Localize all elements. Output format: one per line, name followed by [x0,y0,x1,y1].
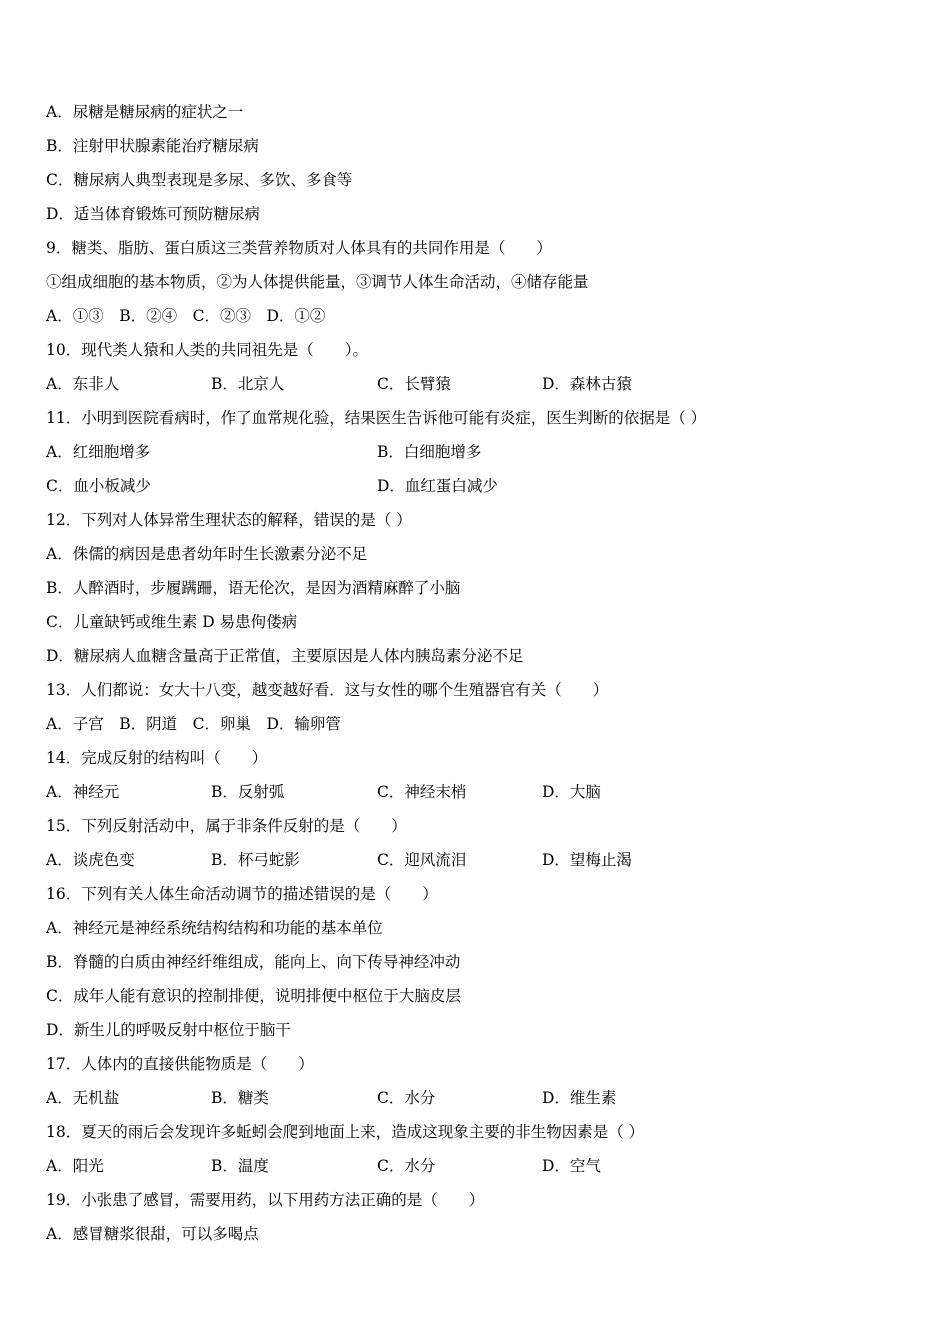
q14-option-a: A．神经元 [46,783,120,801]
q8-option-c: C．糖尿病人典型表现是多尿、多饮、多食等 [46,171,353,189]
q17-stem: 17．人体内的直接供能物质是（ ） [46,1055,314,1073]
q17-option-a: A．无机盐 [46,1089,120,1107]
q16-stem: 16．下列有关人体生命活动调节的描述错误的是（ ） [46,885,438,903]
q9-options: A．①③ B．②④ C．②③ D．①② [46,307,326,325]
q15-option-a: A．谈虎色变 [46,851,135,869]
q12-option-b: B．人醉酒时，步履蹒跚，语无伦次，是因为酒精麻醉了小脑 [46,579,461,597]
q15-option-b: B．杯弓蛇影 [211,851,300,869]
q12-option-a: A．侏儒的病因是患者幼年时生长激素分泌不足 [46,545,368,563]
q14-option-b: B．反射弧 [211,783,285,801]
q10-option-a: A．东非人 [46,375,120,393]
q15-stem: 15．下列反射活动中，属于非条件反射的是（ ） [46,817,407,835]
q14-option-c: C．神经末梢 [377,783,467,801]
q12-option-d: D．糖尿病人血糖含量高于正常值，主要原因是人体内胰岛素分泌不足 [46,647,524,665]
q11-option-d: D．血红蛋白减少 [377,477,498,495]
q10-option-d: D．森林古猿 [542,375,632,393]
q18-option-d: D．空气 [542,1157,601,1175]
q12-option-c: C．儿童缺钙或维生素 D 易患佝偻病 [46,613,298,631]
q15-option-d: D．望梅止渴 [542,851,632,869]
q11-option-b: B．白细胞增多 [377,443,482,461]
q11-option-a: A．红细胞增多 [46,443,151,461]
q11-option-c: C．血小板减少 [46,477,151,495]
q14-stem: 14．完成反射的结构叫（ ） [46,749,268,767]
q16-option-d: D．新生儿的呼吸反射中枢位于脑干 [46,1021,291,1039]
q16-option-c: C．成年人能有意识的控制排便，说明排便中枢位于大脑皮层 [46,987,461,1005]
q10-option-b: B．北京人 [211,375,285,393]
q8-option-a: A．尿糖是糖尿病的症状之一 [46,103,244,121]
q9-stem: 9．糖类、脂肪、蛋白质这三类营养物质对人体具有的共同作用是（ ） [46,239,552,257]
q8-option-b: B．注射甲状腺素能治疗糖尿病 [46,137,259,155]
q10-stem: 10．现代类人猿和人类的共同祖先是（ ）。 [46,341,368,359]
q16-option-a: A．神经元是神经系统结构结构和功能的基本单位 [46,919,383,937]
q18-stem: 18．夏天的雨后会发现许多蚯蚓会爬到地面上来，造成这现象主要的非生物因素是（ ） [46,1123,645,1141]
q17-option-b: B．糖类 [211,1089,269,1107]
q19-option-a: A．感冒糖浆很甜，可以多喝点 [46,1225,259,1243]
q18-option-c: C．水分 [377,1157,436,1175]
q15-option-c: C．迎风流泪 [377,851,467,869]
q19-stem: 19．小张患了感冒，需要用药，以下用药方法正确的是（ ） [46,1191,485,1209]
q8-option-d: D．适当体育锻炼可预防糖尿病 [46,205,260,223]
q10-option-c: C．长臂猿 [377,375,451,393]
q16-option-b: B．脊髓的白质由神经纤维组成，能向上、向下传导神经冲动 [46,953,461,971]
q13-options: A．子宫 B．阴道 C．卵巢 D．输卵管 [46,715,341,733]
q18-option-a: A．阳光 [46,1157,104,1175]
q14-option-d: D．大脑 [542,783,601,801]
q11-stem: 11．小明到医院看病时，作了血常规化验，结果医生告诉他可能有炎症，医生判断的依据是（ ） [46,409,707,427]
q12-stem: 12．下列对人体异常生理状态的解释，错误的是（ ） [46,511,412,529]
q17-option-d: D．维生素 [542,1089,617,1107]
q13-stem: 13．人们都说：女大十八变，越变越好看．这与女性的哪个生殖器官有关（ ） [46,681,609,699]
q18-option-b: B．温度 [211,1157,269,1175]
q9-statements: ①组成细胞的基本物质，②为人体提供能量，③调节人体生命活动，④储存能量 [46,273,589,291]
q17-option-c: C．水分 [377,1089,436,1107]
